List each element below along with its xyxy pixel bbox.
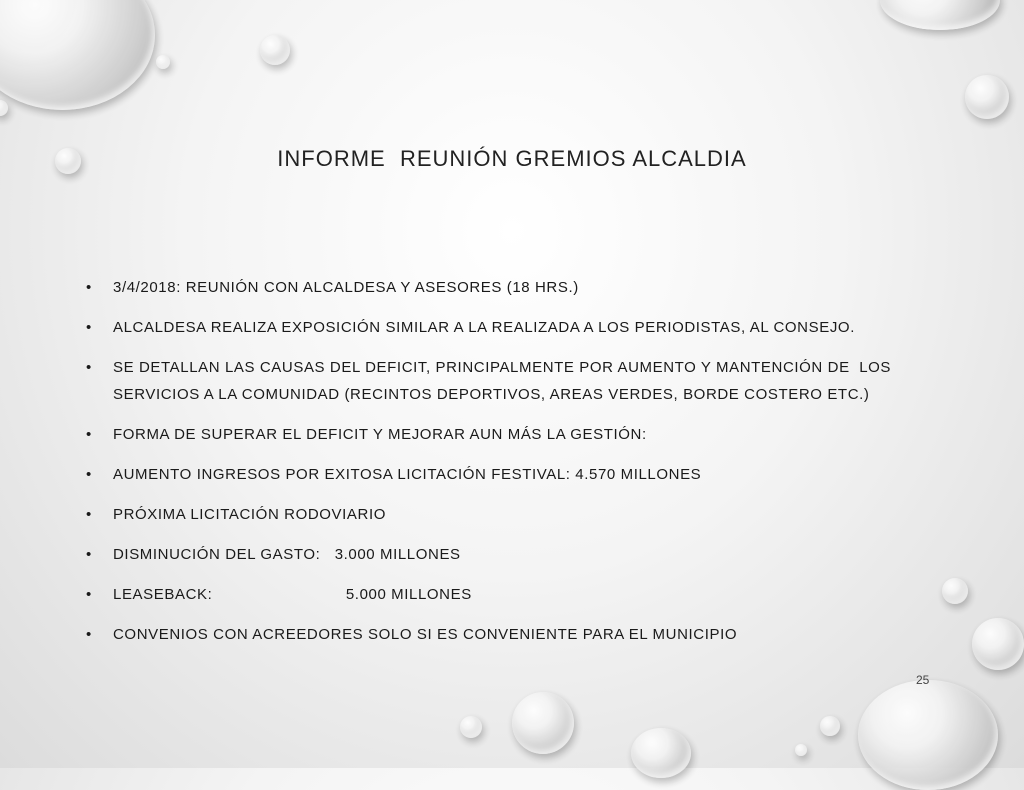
bullet-text: DISMINUCIÓN DEL GASTO: 3.000 MILLONES [113,546,461,563]
bullet-icon: • [86,279,92,296]
bullet-icon: • [86,546,92,563]
bullet-icon: • [86,359,92,376]
water-drop-decoration [512,692,574,754]
bullet-text: AUMENTO INGRESOS POR EXITOSA LICITACIÓN FESTIVAL: 4.570 MILLONES [113,466,702,483]
bullet-icon: • [86,626,92,643]
bullet-text: FORMA DE SUPERAR EL DEFICIT Y MEJORAR AUN MÁS LA GESTIÓN: [113,426,647,443]
water-drop-decoration [0,0,155,110]
slide-title: INFORME REUNIÓN GREMIOS ALCALDIA [277,146,747,171]
water-drop-decoration [858,680,998,790]
bullet-icon: • [86,426,92,443]
bullet-list [86,274,926,661]
water-drop-decoration [631,728,691,778]
bullet-item [86,354,926,408]
water-drop-decoration [460,716,482,738]
bullet-item [86,541,926,568]
bullet-text: ALCALDESA REALIZA EXPOSICIÓN SIMILAR A LA REALIZADA A LOS PERIODISTAS, AL CONSEJO. [113,319,855,336]
water-drop-decoration [972,618,1024,670]
bullet-item [86,274,926,301]
bullet-text: SE DETALLAN LAS CAUSAS DEL DEFICIT, PRINCIPALMENTE POR AUMENTO Y MANTENCIÓN DE LOS SERVICIOS A LA COMUNIDAD (RECINTOS DEPORTIVOS, AREAS VERDES, BORDE COSTERO ETC.) [113,359,896,403]
bullet-item [86,621,926,648]
bullet-icon: • [86,506,92,523]
bullet-item [86,581,926,608]
bullet-text: PRÓXIMA LICITACIÓN RODOVIARIO [113,506,386,523]
bullet-text: LEASEBACK: 5.000 MILLONES [113,586,472,603]
water-drop-decoration [260,35,290,65]
water-drop-decoration [0,100,8,116]
bullet-text: 3/4/2018: REUNIÓN CON ALCALDESA Y ASESORES (18 HRS.) [113,279,579,296]
bullet-text: CONVENIOS CON ACREEDORES SOLO SI ES CONVENIENTE PARA EL MUNICIPIO [113,626,738,643]
water-drop-decoration [820,716,840,736]
bullet-icon: • [86,586,92,603]
bullet-icon: • [86,319,92,336]
bullet-item [86,421,926,448]
water-drop-decoration [880,0,1000,30]
water-drop-decoration [156,55,170,69]
water-drop-decoration [795,744,807,756]
water-drop-decoration [942,578,968,604]
page-number: 25 [916,673,930,687]
bullet-item [86,501,926,528]
water-drop-decoration [965,75,1009,119]
bullet-icon: • [86,466,92,483]
bullet-item [86,314,926,341]
bullet-item [86,461,926,488]
